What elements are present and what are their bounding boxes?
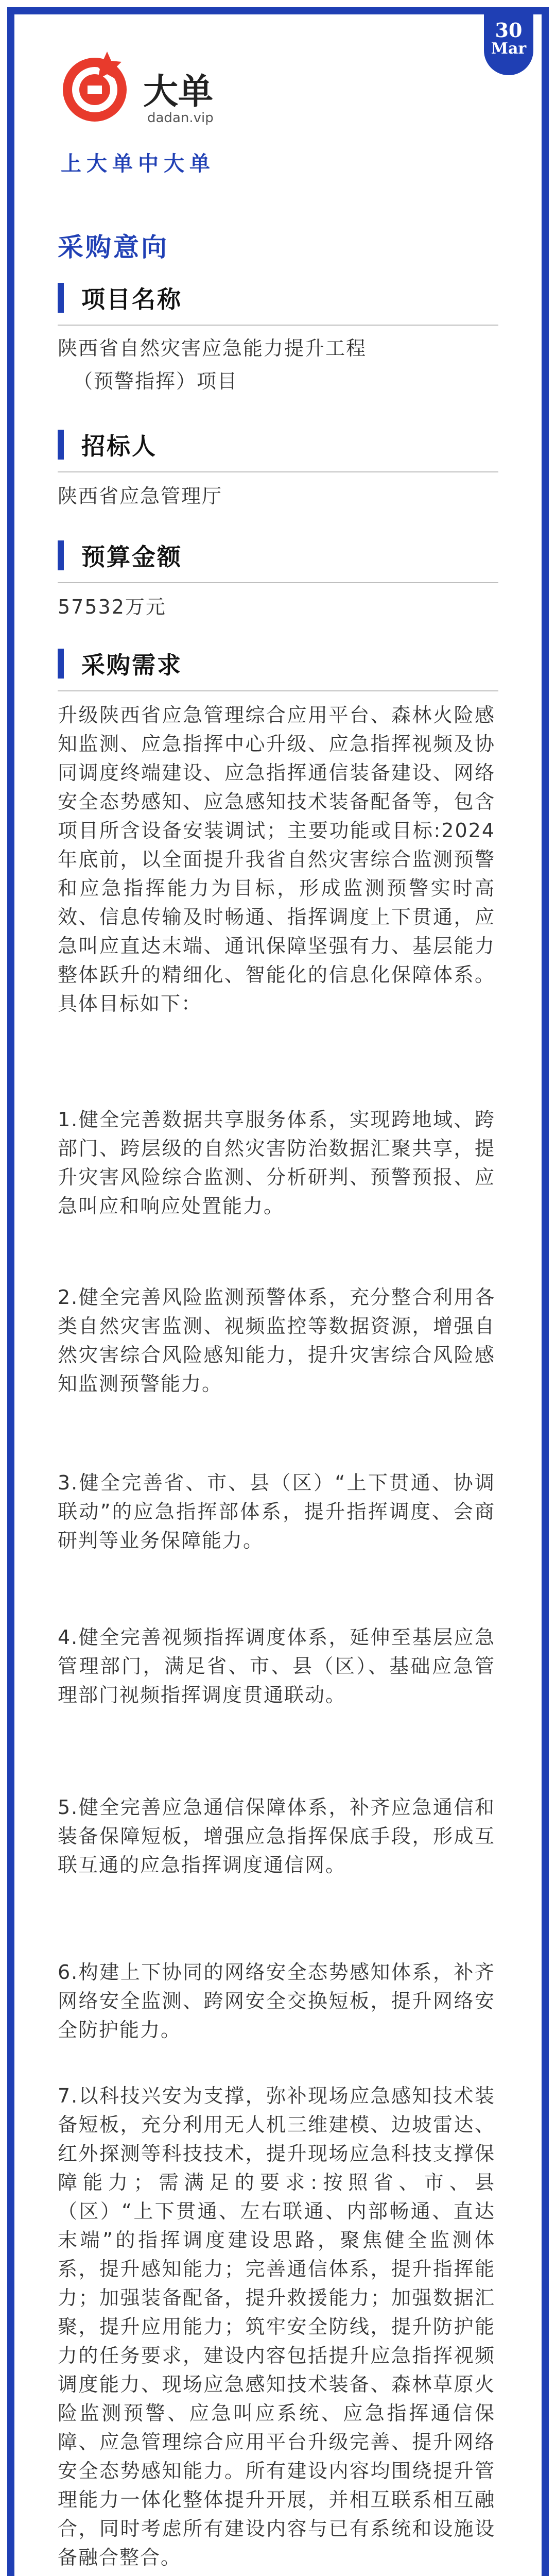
requirements-item-5: 5.健全完善应急通信保障体系，补齐应急通信和装备保障短板，增强应急指挥保底手段，形成互联互通的应急指挥调度通信网。 [58,1796,495,1876]
section-budget [58,538,182,572]
date-day: 30 [495,19,523,42]
date-badge [484,14,533,75]
project-name-line-1: 陕西省自然灾害应急能力提升工程 [58,337,367,360]
section-requirements [58,647,182,681]
project-name-line-2: （预警指挥）项目 [73,370,238,393]
section-bar [58,649,64,679]
requirements-item-3: 3.健全完善省、市、县（区）“上下贯通、协调联动”的应急指挥部体系，提升指挥调度、会商研判等业务保障能力。 [58,1471,495,1552]
requirements-item-7: 7.以科技兴安为支撑，弥补现场应急感知技术装备短板，充分利用无人机三维建模、边坡雷达、红外探测等科技技术，提升现场应急科技支撑保障能力；需满足的要求:按照省、市、县（区）“上下贯通、左右联通、内部畅通、直达末端”的指挥调度建设思路，聚焦健全监测体系，提升感知能力；完善通信体系，提升指挥能力；加强装备配备，提升救援能力；加强数据汇聚，提升应用能力；筑牢安全防线，提升防护能力的任务要求，建设内容包括提升应急指挥视频调度能力、现场应急感知技术装备、森林草原火险监测预警、应急叫应系统、应急指挥通信保障、应急管理综合应用平台升级完善、提升网络安全态势感知能力。所有建设内容均围绕提升管理能力一体化整体提升开展，并相互联系相互融合，同时考虑所有建设内容与已有系统和设施设备融合整合。 [58,2084,495,2569]
section-title: 采购需求 [81,651,182,679]
section-title: 预算金额 [81,543,182,571]
requirements-item-6: 6.构建上下协同的网络安全态势感知体系，补齐网络安全监测、跨网安全交换短板，提升网络安全防护能力。 [58,1961,495,2041]
section-bidder [58,428,157,462]
budget-amount: 57532万元 [58,596,166,618]
brand-slogan: 上大单中大单 [61,152,215,176]
divider [58,582,498,583]
divider [58,690,498,691]
section-bar [58,540,64,570]
page-title: 采购意向 [58,232,169,262]
brand-logo [58,49,274,183]
requirements-intro: 升级陕西省应急管理综合应用平台、森林火险感知监测、应急指挥中心升级、应急指挥视频及协同调度终端建设、应急指挥通信装备建设、网络安全态势感知、应急感知技术装备配备等，包含项目所含设备安装调试；主要功能或目标:2024年底前，以全面提升我省自然灾害综合监测预警和应急指挥能力为目标，形成监测预警实时高效、信息传输及时畅通、指挥调度上下贯通，应急叫应直达末端、通讯保障坚强有力、基层能力整体跃升的精细化、智能化的信息化保障体系。具体目标如下： [58,704,495,1015]
section-bar [58,283,64,313]
date-month: Mar [491,40,527,58]
section-bar [58,430,64,460]
section-title: 项目名称 [81,285,182,313]
requirements-item-4: 4.健全完善视频指挥调度体系，延伸至基层应急管理部门，满足省、市、县（区）、基础应急管理部门视频指挥调度贯通联动。 [58,1626,495,1706]
section-title: 招标人 [81,432,157,460]
divider [58,325,498,326]
requirements-item-1: 1.健全完善数据共享服务体系，实现跨地域、跨部门、跨层级的自然灾害防治数据汇聚共享，提升灾害风险综合监测、分析研判、预警预报、应急叫应和响应处置能力。 [58,1108,495,1217]
section-project-name [58,281,182,315]
divider [58,471,498,472]
brand-domain: dadan.vip [147,110,214,126]
bidder-name: 陕西省应急管理厅 [58,485,223,507]
brand-logo-icon [58,49,135,127]
requirements-item-2: 2.健全完善风险监测预警体系，充分整合利用各类自然灾害监测、视频监控等数据资源，增强自然灾害综合风险感知能力，提升灾害综合风险感知监测预警能力。 [58,1286,495,1395]
brand-name: 大单 [143,72,214,112]
